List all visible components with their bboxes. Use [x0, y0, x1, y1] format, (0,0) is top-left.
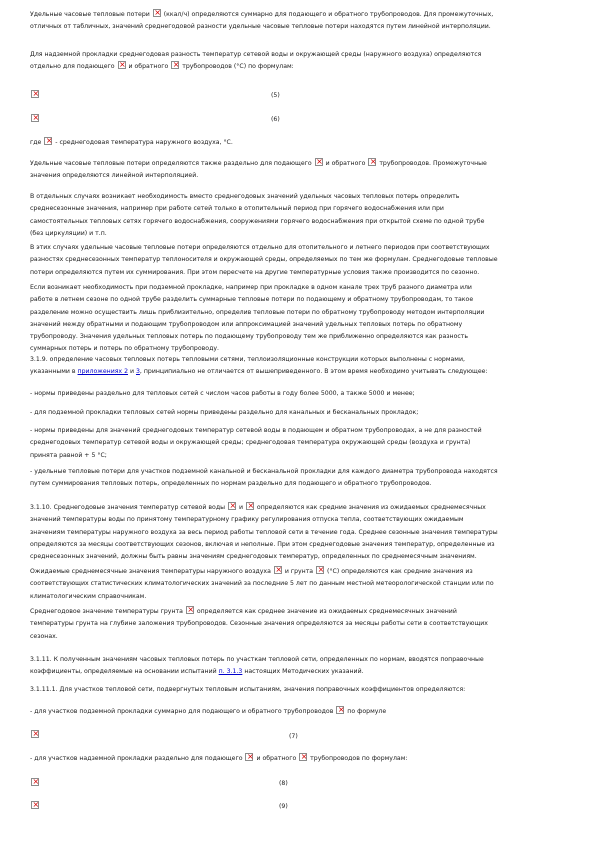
text: (ккал/ч) определяются суммарно для подающего и обратного трубопроводов. Для промежуточных, [163, 11, 494, 18]
paragraph-monthly-air-temp [30, 566, 565, 603]
broken-image-icon [186, 606, 194, 614]
text: среднесезонные значения, например при работе сетей только в отопительный период при горячего водоснабжения или при [30, 205, 444, 213]
broken-image-icon [316, 566, 324, 574]
bullet-norms [30, 425, 565, 462]
text: трубопроводов по формулам: [310, 755, 408, 762]
paragraph-where [30, 137, 565, 149]
text: значений между обратными и подающим трубопроводом или аппроксимацией значений удельных тепловых потерь по обратному [30, 320, 463, 328]
bullet-specific-losses [30, 466, 565, 491]
text: разностях среднесезонных температур теплоносителя и окружающей среды, определяемых по тем же формулам. Среднегодовые тепловые [30, 256, 498, 264]
paragraph-heat-loss-intro [30, 9, 565, 34]
text: определяются за месяцы соответствующих сезонов, включая и неполные. При этом среднегодовые значения температур, определенные из [30, 540, 495, 548]
text: - среднегодовая температура наружного воздуха, °C. [55, 139, 233, 146]
text: сезонах. [30, 632, 58, 640]
text: - для участков надземной прокладки раздельно для подающего [30, 755, 243, 762]
link-section-3-1-3[interactable]: п. 3.1.3 [218, 668, 243, 676]
broken-image-icon [118, 61, 126, 69]
broken-image-icon [315, 158, 323, 166]
formula-image-icon [31, 778, 39, 786]
broken-image-icon [44, 137, 52, 145]
text: и обратного [256, 755, 297, 762]
text: где [30, 139, 42, 146]
equation-number-6: (6) [271, 116, 280, 123]
paragraph-underground-split [30, 282, 565, 356]
text: соответствующих статистических климатологических значений за последние 5 лет по данным местной метеорологической станции или по [30, 580, 494, 588]
link-appendix-3[interactable]: 3 [135, 368, 140, 376]
formula-image-icon [31, 801, 39, 809]
paragraph-3-1-11-1: 3.1.11.1. Для участков тепловой сети, подвергнутых тепловым испытаниям, значения поправочных коэффициентов определяются: [30, 686, 466, 693]
text: 3.1.9. определение часовых тепловых потерь тепловыми сетями, теплоизоляционные конструкции которых выполнены с нормами, [30, 356, 465, 363]
formula-image-icon [31, 90, 39, 98]
text: определяются как средние значения из ожидаемых среднемесячных [256, 504, 486, 511]
paragraph-seasonal [30, 191, 565, 240]
text: 3.1.11. К полученным значениям часовых тепловых потерь по участкам тепловой сети, определенных по нормам, вводятся поправочные [30, 656, 484, 663]
equation-number-9: (9) [279, 803, 288, 810]
text: разделение можно осуществить лишь приблизительно, определив тепловые потери по обратному трубопроводу методом интерполяции [30, 308, 485, 316]
text: В отдельных случаях возникает необходимость вместо среднегодовых значений удельных часовых тепловых потерь определить [30, 193, 460, 200]
text: Среднегодовое значение температуры грунта [30, 608, 183, 615]
text: отдельно для подающего [30, 63, 115, 71]
text: отличных от табличных, значений среднегодовой разности удельные часовые тепловые потери находятся путем линейной интерполяции. [30, 23, 491, 31]
text: и обратного [325, 160, 366, 167]
formula-image-icon [31, 114, 39, 122]
broken-image-icon [336, 706, 344, 714]
text: Удельные часовые тепловые потери [30, 11, 150, 18]
text: - удельные тепловые потери для участков подземной канальной и бесканальной прокладки для каждого диаметра трубопровода находятся [30, 468, 498, 475]
link-appendix-2[interactable]: приложениях 2 [77, 368, 129, 376]
paragraph-above-ground-formulas [30, 753, 565, 765]
broken-image-icon [228, 502, 236, 510]
text: трубопроводов. Промежуточные [379, 160, 487, 167]
text: - нормы приведены для значений среднегодовых температур сетевой воды в подающем и обратном трубопроводах, а не для разностей [30, 427, 482, 434]
text: трубопроводу. Значения удельных тепловых потерь по подающему трубопроводу тем же приближенно определяются как разность [30, 333, 469, 341]
equation-number-8: (8) [279, 780, 288, 787]
text: - для участков подземной прокладки суммарно для подающего и обратного трубопроводов [30, 708, 334, 715]
text: определяется как среднее значение из ожидаемых среднемесячных значений [196, 608, 457, 615]
bullet-hours: - нормы приведены раздельно для тепловых сетей с числом часов работы в году более 5000, а также 5000 и менее; [30, 390, 415, 397]
text: В этих случаях удельные часовые тепловые потери определяются отдельно для отопительного и летнего периодов при соответствующих [30, 244, 490, 251]
broken-image-icon [274, 566, 282, 574]
text: настоящих Методических указаний. [244, 668, 364, 676]
paragraph-ground-temp [30, 606, 565, 643]
formula-image-icon [31, 730, 39, 738]
text: , принципиально не отличается от вышеприведенного. В этом время необходимо учитывать следующее: [139, 368, 488, 376]
text: по формуле [347, 708, 387, 715]
paragraph-separate-losses [30, 158, 565, 183]
bullet-underground: - для подземной прокладки тепловых сетей нормы приведены раздельно для канальных и бесканальных прокладок; [30, 409, 419, 416]
text: (°C) определяются как средние значения из [327, 568, 473, 575]
text: (без циркуляции) и т.п. [30, 229, 107, 237]
broken-image-icon [299, 753, 307, 761]
text: среднесезонных значений, должны быть равны значениям среднегодовых температур, определенных по среднемесячным значениям. [30, 553, 477, 561]
text: температуры грунта на глубине заложения трубопроводов. Сезонные значения определяются за месяцы работы сети в соответствующих [30, 620, 488, 628]
text: принята равной + 5 °C; [30, 451, 107, 459]
paragraph-separate-periods [30, 242, 565, 279]
broken-image-icon [246, 502, 254, 510]
paragraph-above-ground [30, 49, 565, 74]
text: и грунта [284, 568, 314, 575]
text: и [129, 368, 135, 376]
text: значений температуры воды по принятому температурному графику регулирования отпуска тепла, соответствующих ожидаемым [30, 516, 464, 524]
broken-image-icon [368, 158, 376, 166]
text: коэффициенты, определяемые на основании испытаний [30, 668, 217, 676]
text: Для надземной прокладки среднегодовая разность температур сетевой воды и окружающей среды (наружного воздуха) определяются [30, 51, 482, 58]
text: климатологическим справочникам. [30, 592, 147, 600]
text: потери определяются путем их суммирования. При этом пересчете на другие температурные условия также производится по сезонно. [30, 268, 480, 276]
text: работе в летнем сезоне по одной трубе разделить суммарные тепловые потери по подающему и обратному трубопроводам, то такое [30, 296, 474, 304]
paragraph-3-1-11 [30, 654, 565, 679]
broken-image-icon [171, 61, 179, 69]
text: самостоятельных тепловых сетях горячего водоснабжения, сооружениями горячего водоснабжения при открытой схеме по одной трубе [30, 217, 485, 225]
equation-number-5: (5) [271, 92, 280, 99]
paragraph-3-1-9 [30, 354, 565, 379]
paragraph-3-1-10 [30, 502, 565, 563]
paragraph-underground-formula [30, 706, 565, 718]
text: указанными в [30, 368, 76, 376]
text: 3.1.10. Среднегодовые значения температур сетевой воды [30, 504, 225, 511]
text: среднегодовых температур сетевой воды и окружающей среды; среднегодовая температура окружающей среды (воздуха и грунта) [30, 439, 471, 447]
text: и обратного [128, 63, 169, 71]
broken-image-icon [245, 753, 253, 761]
text: путем суммирования тепловых потерь, определенных по нормам раздельно для подающего и обратного трубопроводов. [30, 480, 432, 488]
text: значениям температуры наружного воздуха за весь период работы тепловой сети в течение года. Среднее сезонные значения температуры [30, 528, 498, 536]
text: Ожидаемые среднемесячные значения температуры наружного воздуха [30, 568, 271, 575]
text: значения определяются линейной интерполяцией. [30, 172, 199, 180]
broken-image-icon [153, 9, 161, 17]
text: Если возникает необходимость при подземной прокладке, например при прокладке в одном канале трех труб разного диаметра или [30, 284, 472, 291]
equation-number-7: (7) [289, 733, 298, 740]
text: Удельные часовые тепловые потери определяются также раздельно для подающего [30, 160, 312, 167]
text: суммарных потерь и потерь по обратному трубопроводу. [30, 345, 219, 353]
text: и [238, 504, 243, 511]
text: трубопроводов (°C) по формулам: [182, 63, 294, 71]
